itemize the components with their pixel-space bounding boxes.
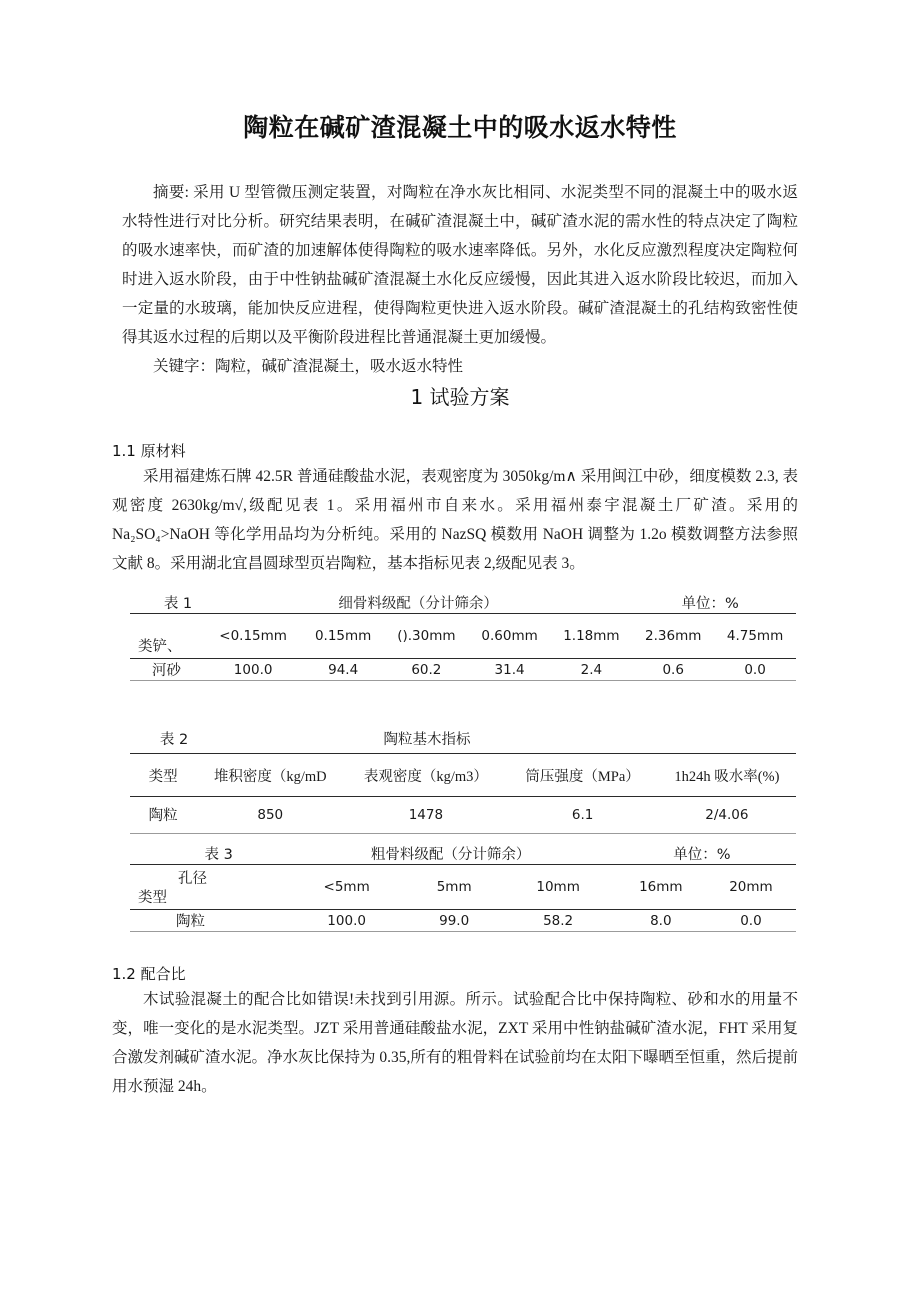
table-1-col-header: ().30mm (384, 614, 469, 659)
table-1-wrapper (130, 592, 796, 681)
subsection-body-1-1 (112, 462, 798, 578)
table-1-header-row (130, 614, 796, 659)
table-2-number: 表 2 (130, 728, 196, 754)
table-1-col-header: 1.18mm (550, 614, 632, 659)
table-3-col-header: 16mm (616, 865, 706, 910)
table-3-corner-lower-label: 类型 (138, 890, 167, 906)
table-2-header-row (130, 754, 796, 797)
table-3-title: 粗骨料级配（分计筛余） (285, 843, 615, 865)
section-heading-1: 1 试验方案 (410, 385, 510, 409)
table-3-row-label: 陶粒 (130, 910, 285, 932)
table-1-col-header: 0.60mm (469, 614, 551, 659)
table-1-cell: 0.0 (714, 659, 796, 681)
table-3-cell: 99.0 (408, 910, 501, 932)
abstract-block (122, 178, 798, 381)
table-3-cell: 100.0 (285, 910, 408, 932)
table-3-col-header: 10mm (500, 865, 615, 910)
table-row (130, 797, 796, 834)
table-2-col-header: 表观密度（kg/m3） (344, 754, 507, 797)
table-3-header-row (130, 865, 796, 910)
table-3-cell: 8.0 (616, 910, 706, 932)
table-3 (130, 843, 796, 932)
table-2 (130, 728, 796, 834)
table-1-caption-row (130, 592, 796, 614)
table-row (130, 659, 796, 681)
table-2-title: 陶粒基木指标 (196, 728, 658, 754)
table-1-cell: 31.4 (469, 659, 551, 681)
table-1-col-header: <0.15mm (204, 614, 302, 659)
table-1-col-header: 4.75mm (714, 614, 796, 659)
table-2-unit (658, 728, 796, 754)
table-1-unit: 单位：% (632, 592, 796, 614)
table-1-col-header: 0.15mm (302, 614, 384, 659)
table-3-corner-upper-label: 孔径 (178, 871, 207, 887)
table-2-cell: 1478 (344, 797, 507, 834)
table-1-title: 细骨料级配（分计筛余） (204, 592, 632, 614)
table-1-corner-lower-label: 类铲、 (138, 639, 182, 655)
table-2-cell: 850 (196, 797, 344, 834)
table-3-col-header: 20mm (706, 865, 796, 910)
paragraph-1-2: 木试验混凝土的配合比如错误!未找到引用源。所示。试验配合比中保持陶粒、砂和水的用量不变，唯一变化的是水泥类型。JZT 采用普通硅酸盐水泥，ZXT 采用中性钠盐碱矿渣水泥，FHT 采用复合激发剂碱矿渣水泥。净水灰比保持为 0.35,所有的粗骨料在试验前均在太阳下曝晒至恒重，然后提前用水预湿 24h。 (112, 991, 798, 1095)
table-2-caption-row (130, 728, 796, 754)
table-2-wrapper (130, 728, 796, 834)
table-3-unit: 单位：% (616, 843, 796, 865)
subsection-heading-1-2: 1.2 配合比 (112, 965, 186, 983)
abstract-text: 摘要: 采用 U 型管微压测定装置，对陶粒在净水灰比相同、水泥类型不同的混凝土中的吸水返水特性进行对比分析。研究结果表明，在碱矿渣混凝土中，碱矿渣水泥的需水性的特点决定了陶粒的吸水速率快，而矿渣的加速解体使得陶粒的吸水速率降低。另外，水化反应激烈程度决定陶粒何时进入返水阶段，由于中性钠盐碱矿渣混凝土水化反应缓慢，因此其进入返水阶段比较迟，而加入一定量的水玻璃，能加快反应进程，使得陶粒更快进入返水阶段。碱矿渣混凝土的孔结构致密性使得其返水过程的后期以及平衡阶段进程比普通混凝土更加缓慢。 (122, 184, 798, 346)
table-1-cell: 60.2 (384, 659, 469, 681)
table-3-corner-cell (130, 865, 285, 910)
table-1-number: 表 1 (130, 592, 204, 614)
table-2-col-header: 堆积密度（kg/mD (196, 754, 344, 797)
table-3-cell: 58.2 (500, 910, 615, 932)
table-2-cell: 6.1 (507, 797, 657, 834)
table-1-cell: 100.0 (204, 659, 302, 681)
table-1-cell: 0.6 (632, 659, 714, 681)
table-3-caption-row (130, 843, 796, 865)
table-3-col-header: 5mm (408, 865, 501, 910)
table-1-row-label: 河砂 (130, 659, 204, 681)
table-3-cell: 0.0 (706, 910, 796, 932)
paragraph-1-1: 采用福建炼石牌 42.5R 普通硅酸盐水泥，表观密度为 3050kg/m∧ 采用闽江中砂，细度模数 2.3, 表观密度 2630kg/m√,级配见表 1。采用福州市自来水。采用福州泰宇混凝土厂矿渣。采用的 Na₂SO₄>NaOH 等化学用品均为分析纯。采用的 NazSQ 模数用 NaOH 调整为 1.2o 模数调整方法参照文献 8。采用湖北宜昌圆球型页岩陶粒，基本指标见表 2,级配见表 3。 (112, 468, 798, 572)
table-2-corner-cell: 类型 (130, 754, 196, 797)
table-3-wrapper (130, 843, 796, 932)
table-1 (130, 592, 796, 681)
table-1-cell: 94.4 (302, 659, 384, 681)
table-1-cell: 2.4 (550, 659, 632, 681)
table-2-col-header: 1h24h 吸水率(%) (658, 754, 796, 797)
keywords-text: 关键字：陶粒，碱矿渣混凝土，吸水返水特性 (153, 358, 464, 375)
table-2-cell: 2/4.06 (658, 797, 796, 834)
table-3-number: 表 3 (130, 843, 285, 865)
table-1-col-header: 2.36mm (632, 614, 714, 659)
table-2-row-label: 陶粒 (130, 797, 196, 834)
table-2-col-header: 筒压强度（MPa） (507, 754, 657, 797)
table-1-corner-cell (130, 614, 204, 659)
table-3-col-header: <5mm (285, 865, 408, 910)
subsection-body-1-2 (112, 985, 798, 1101)
table-row (130, 910, 796, 932)
page-title: 陶粒在碱矿渣混凝土中的吸水返水特性 (243, 113, 677, 142)
subsection-heading-1-1: 1.1 原材料 (112, 442, 186, 460)
